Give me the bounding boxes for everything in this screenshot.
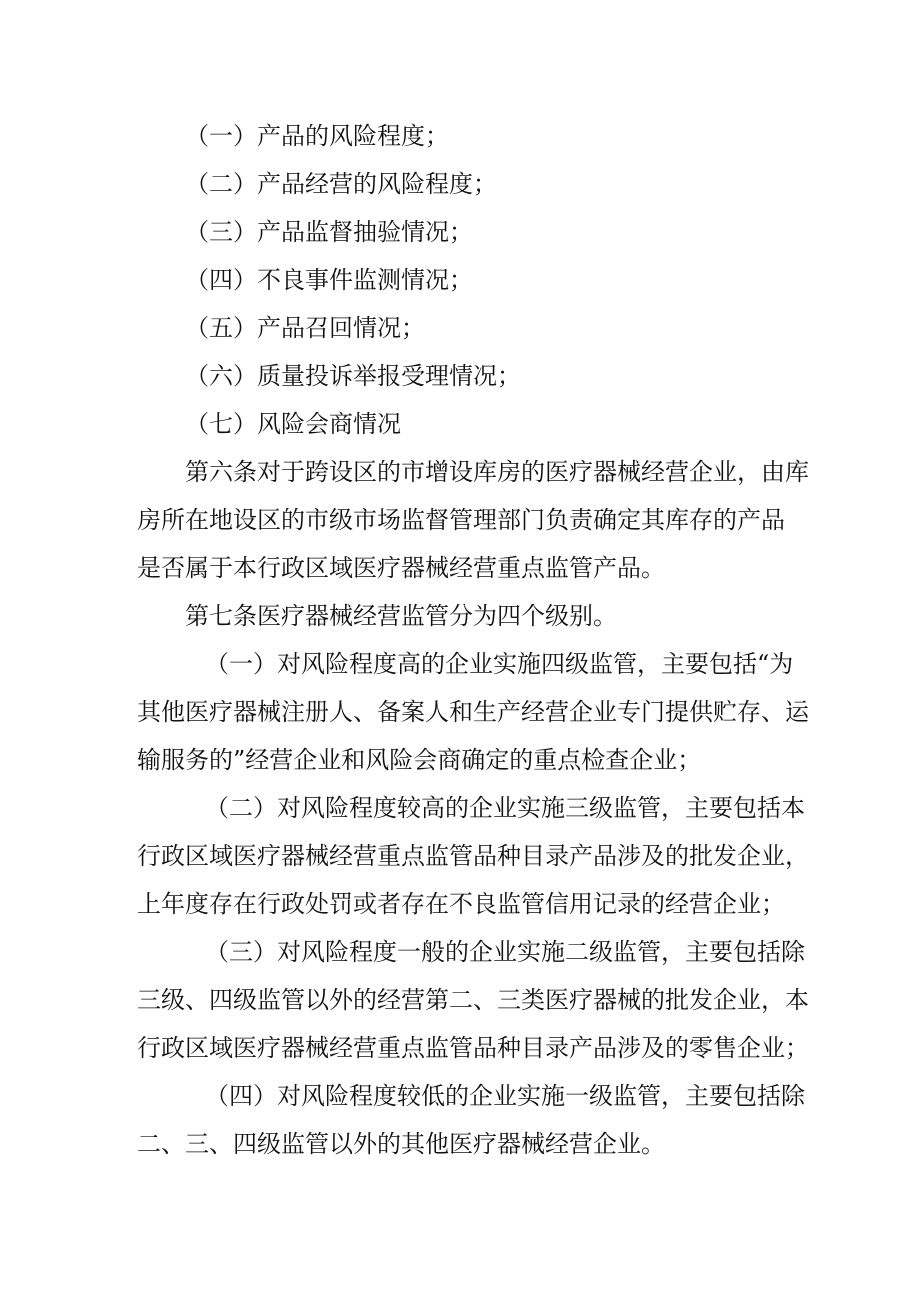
list-item: （一）产品的风险程度； <box>185 122 449 150</box>
paragraph-line: 输服务的”经营企业和风险会商确定的重点检查企业； <box>137 746 702 774</box>
level-3-paragraph <box>137 928 809 1072</box>
document-body <box>137 112 809 1168</box>
paragraph-line: 其他医疗器械注册人、备案人和生产经营企业专门提供贮存、运 <box>137 698 809 726</box>
article-6-line: 是否属于本行政区域医疗器械经营重点监管产品。 <box>137 554 665 582</box>
paragraph-line: （四）对风险程度较低的企业实施一级监管，主要包括除 <box>205 1082 805 1110</box>
article-7 <box>137 592 809 1168</box>
level-1-paragraph <box>137 640 809 784</box>
level-2-paragraph <box>137 784 809 928</box>
paragraph-line: （三）对风险程度一般的企业实施二级监管，主要包括除 <box>205 938 805 966</box>
list-item: （七）风险会商情况 <box>185 410 401 438</box>
list-item: （二）产品经营的风险程度； <box>185 170 497 198</box>
article-7-heading: 第七条医疗器械经营监管分为四个级别。 <box>185 602 617 630</box>
paragraph-line: 三级、四级监管以外的经营第二、三类医疗器械的批发企业，本 <box>137 986 809 1014</box>
list-item: （三）产品监督抽验情况； <box>185 218 473 246</box>
list-item: （六）质量投诉举报受理情况； <box>185 362 521 390</box>
level-4-paragraph <box>137 1072 805 1168</box>
paragraph-line: 行政区域医疗器械经营重点监管品种目录产品涉及的零售企业； <box>137 1034 809 1062</box>
list-item: （四）不良事件监测情况； <box>185 266 473 294</box>
paragraph-line: 上年度存在行政处罚或者存在不良监管信用记录的经营企业； <box>137 890 785 918</box>
paragraph-line: 行政区域医疗器械经营重点监管品种目录产品涉及的批发企业， <box>137 842 809 870</box>
article-6-line: 房所在地设区的市级市场监督管理部门负责确定其库存的产品 <box>137 506 785 534</box>
paragraph-line: 二、三、四级监管以外的其他医疗器械经营企业。 <box>137 1130 665 1158</box>
paragraph-line: （二）对风险程度较高的企业实施三级监管，主要包括本 <box>205 794 805 822</box>
article-6 <box>137 448 809 592</box>
paragraph-line: （一）对风险程度高的企业实施四级监管，主要包括“为 <box>205 650 794 678</box>
article-6-line: 第六条对于跨设区的市增设库房的医疗器械经营企业，由库 <box>185 458 809 486</box>
list-item: （五）产品召回情况； <box>185 314 425 342</box>
